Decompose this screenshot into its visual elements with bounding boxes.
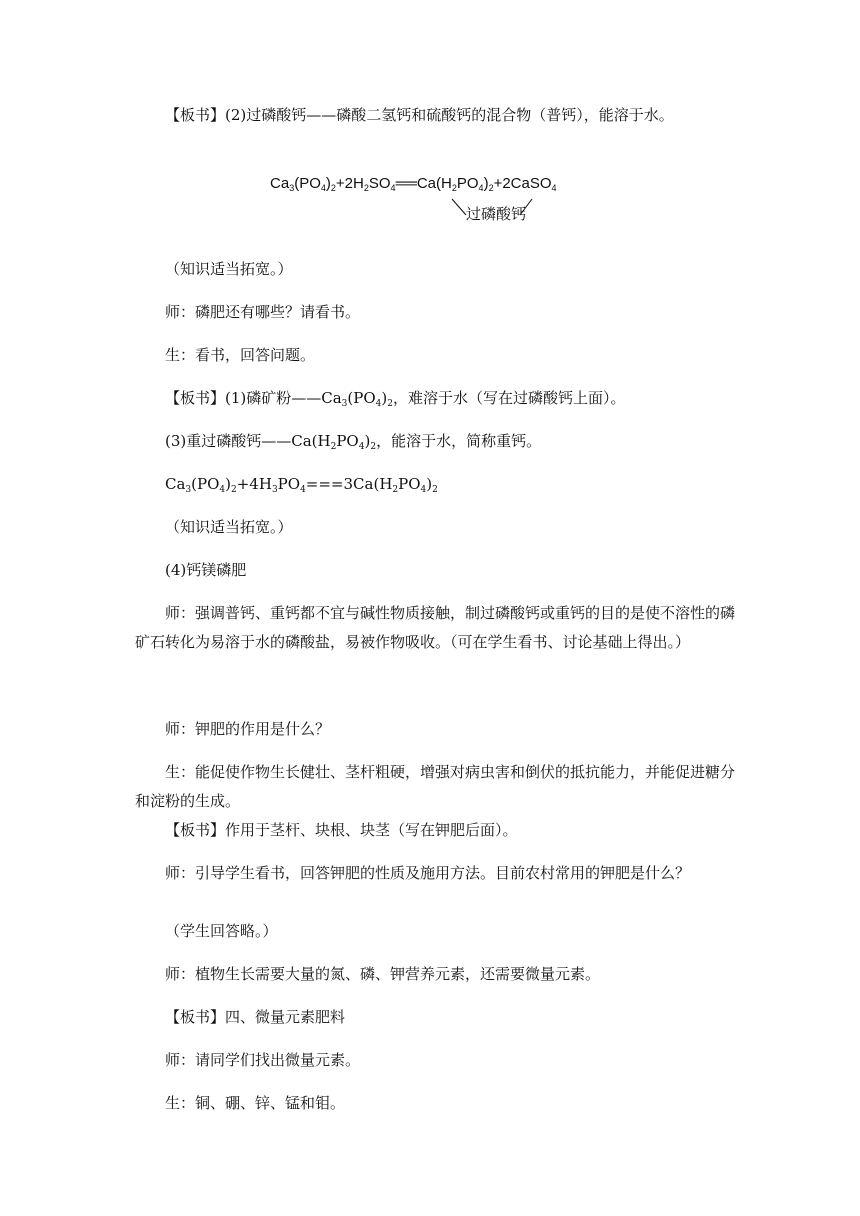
text: Ca bbox=[165, 475, 186, 493]
eq-sub: 4 bbox=[551, 183, 557, 193]
eq-h: +2H bbox=[335, 175, 364, 192]
eq-sub: 2 bbox=[330, 183, 336, 193]
eq-ca: Ca bbox=[270, 175, 290, 192]
equation-superphosphate bbox=[270, 175, 600, 235]
sub: 4 bbox=[219, 485, 226, 495]
paragraph: 生：铜、硼、锌、锰和钼。 bbox=[165, 1094, 346, 1112]
text: ) bbox=[426, 475, 433, 493]
eq-sub: 4 bbox=[320, 183, 326, 193]
eq-sub: 4 bbox=[390, 183, 396, 193]
paragraph: （学生回答略。） bbox=[165, 922, 278, 940]
sub: 3 bbox=[185, 485, 192, 495]
paragraph: 师：强调普钙、重钙都不宜与碱性物质接触，制过磷酸钙或重钙的目的是使不溶性的磷矿石转化为易溶于水的磷酸盐，易被作物吸收。（可在学生看书、讨论基础上得出。） bbox=[135, 604, 736, 651]
sub: 2 bbox=[432, 485, 438, 495]
eq-sub: 4 bbox=[478, 183, 484, 193]
board-note-phosphate-rock bbox=[165, 384, 626, 413]
text: PO bbox=[277, 475, 301, 493]
sub: 4 bbox=[300, 485, 306, 495]
equation-triple-superphosphate bbox=[165, 470, 438, 499]
paragraph: （知识适当拓宽。） bbox=[165, 518, 293, 536]
paragraph: （知识适当拓宽。） bbox=[165, 260, 293, 278]
paragraph: 【板书】四、微量元素肥料 bbox=[165, 1008, 346, 1026]
eq-so: SO bbox=[368, 175, 391, 192]
text: PO bbox=[398, 475, 421, 493]
sub: 2 bbox=[330, 442, 337, 452]
equation-label: 过磷酸钙 bbox=[466, 205, 527, 223]
paragraph: 师：请同学们找出微量元素。 bbox=[165, 1051, 361, 1069]
triple-superphosphate bbox=[165, 427, 541, 456]
paragraph: 生：能促使作物生长健壮、茎杆粗硬，增强对病虫害和倒伏的抵抗能力，并能促进糖分和淀粉的生成。 bbox=[135, 763, 736, 810]
paragraph: 师：引导学生看书，回答钾肥的性质及施用方法。目前农村常用的钾肥是什么？ bbox=[165, 864, 691, 882]
paragraph: (4)钙镁磷肥 bbox=[165, 561, 247, 579]
paragraph: 师：植物生长需要大量的氮、磷、钾营养元素，还需要微量元素。 bbox=[165, 965, 601, 983]
sub: 2 bbox=[370, 442, 377, 452]
sub: 2 bbox=[392, 485, 399, 495]
text: ) bbox=[225, 475, 231, 493]
sub: 3 bbox=[271, 485, 278, 495]
text: ) bbox=[364, 432, 371, 450]
eq-po: (PO bbox=[294, 175, 321, 192]
brace-lines bbox=[270, 175, 600, 235]
text: (PO bbox=[347, 389, 376, 407]
text: (PO bbox=[191, 475, 220, 493]
eq-sub: 2 bbox=[363, 183, 369, 193]
paragraph: 师：磷肥还有哪些？请看书。 bbox=[165, 303, 361, 321]
text: ，能溶于水，简称重钙。 bbox=[376, 432, 542, 450]
paragraph: 【板书】作用于茎杆、块根、块茎（写在钾肥后面）。 bbox=[165, 821, 518, 839]
text: PO bbox=[336, 432, 359, 450]
sub: 4 bbox=[375, 399, 382, 409]
eq-cah: Ca(H bbox=[416, 175, 452, 192]
sub: 3 bbox=[341, 399, 348, 409]
eq-equals: ══ bbox=[395, 175, 417, 192]
sub: 2 bbox=[387, 399, 393, 409]
sub: 4 bbox=[358, 442, 365, 452]
eq-caso: +2CaSO bbox=[493, 175, 552, 192]
eq-close: ) bbox=[325, 175, 331, 192]
eq-sub: 2 bbox=[488, 183, 494, 193]
eq-sub: 2 bbox=[451, 183, 457, 193]
eq-close: ) bbox=[483, 175, 489, 192]
paragraph: 师：钾肥的作用是什么？ bbox=[165, 720, 331, 738]
sub: 2 bbox=[231, 485, 237, 495]
text: ) bbox=[381, 389, 388, 407]
board-note-superphosphate bbox=[135, 101, 735, 130]
paragraph: 生：看书，回答问题。 bbox=[165, 346, 316, 364]
eq-po2: PO bbox=[456, 175, 479, 192]
text: ===3Ca(H bbox=[305, 475, 393, 493]
eq-sub: 3 bbox=[289, 183, 295, 193]
text: ，难溶于水（写在过磷酸钙上面）。 bbox=[392, 389, 626, 407]
sub: 4 bbox=[420, 485, 427, 495]
text: (3)重过磷酸钙——Ca(H bbox=[165, 432, 331, 450]
text: 【板书】(2)过磷酸钙——磷酸二氢钙和硫酸钙的混合物（普钙），能溶于水。 bbox=[165, 106, 674, 124]
text: +4H bbox=[236, 475, 272, 493]
text: 【板书】(1)磷矿粉——Ca bbox=[165, 389, 342, 407]
